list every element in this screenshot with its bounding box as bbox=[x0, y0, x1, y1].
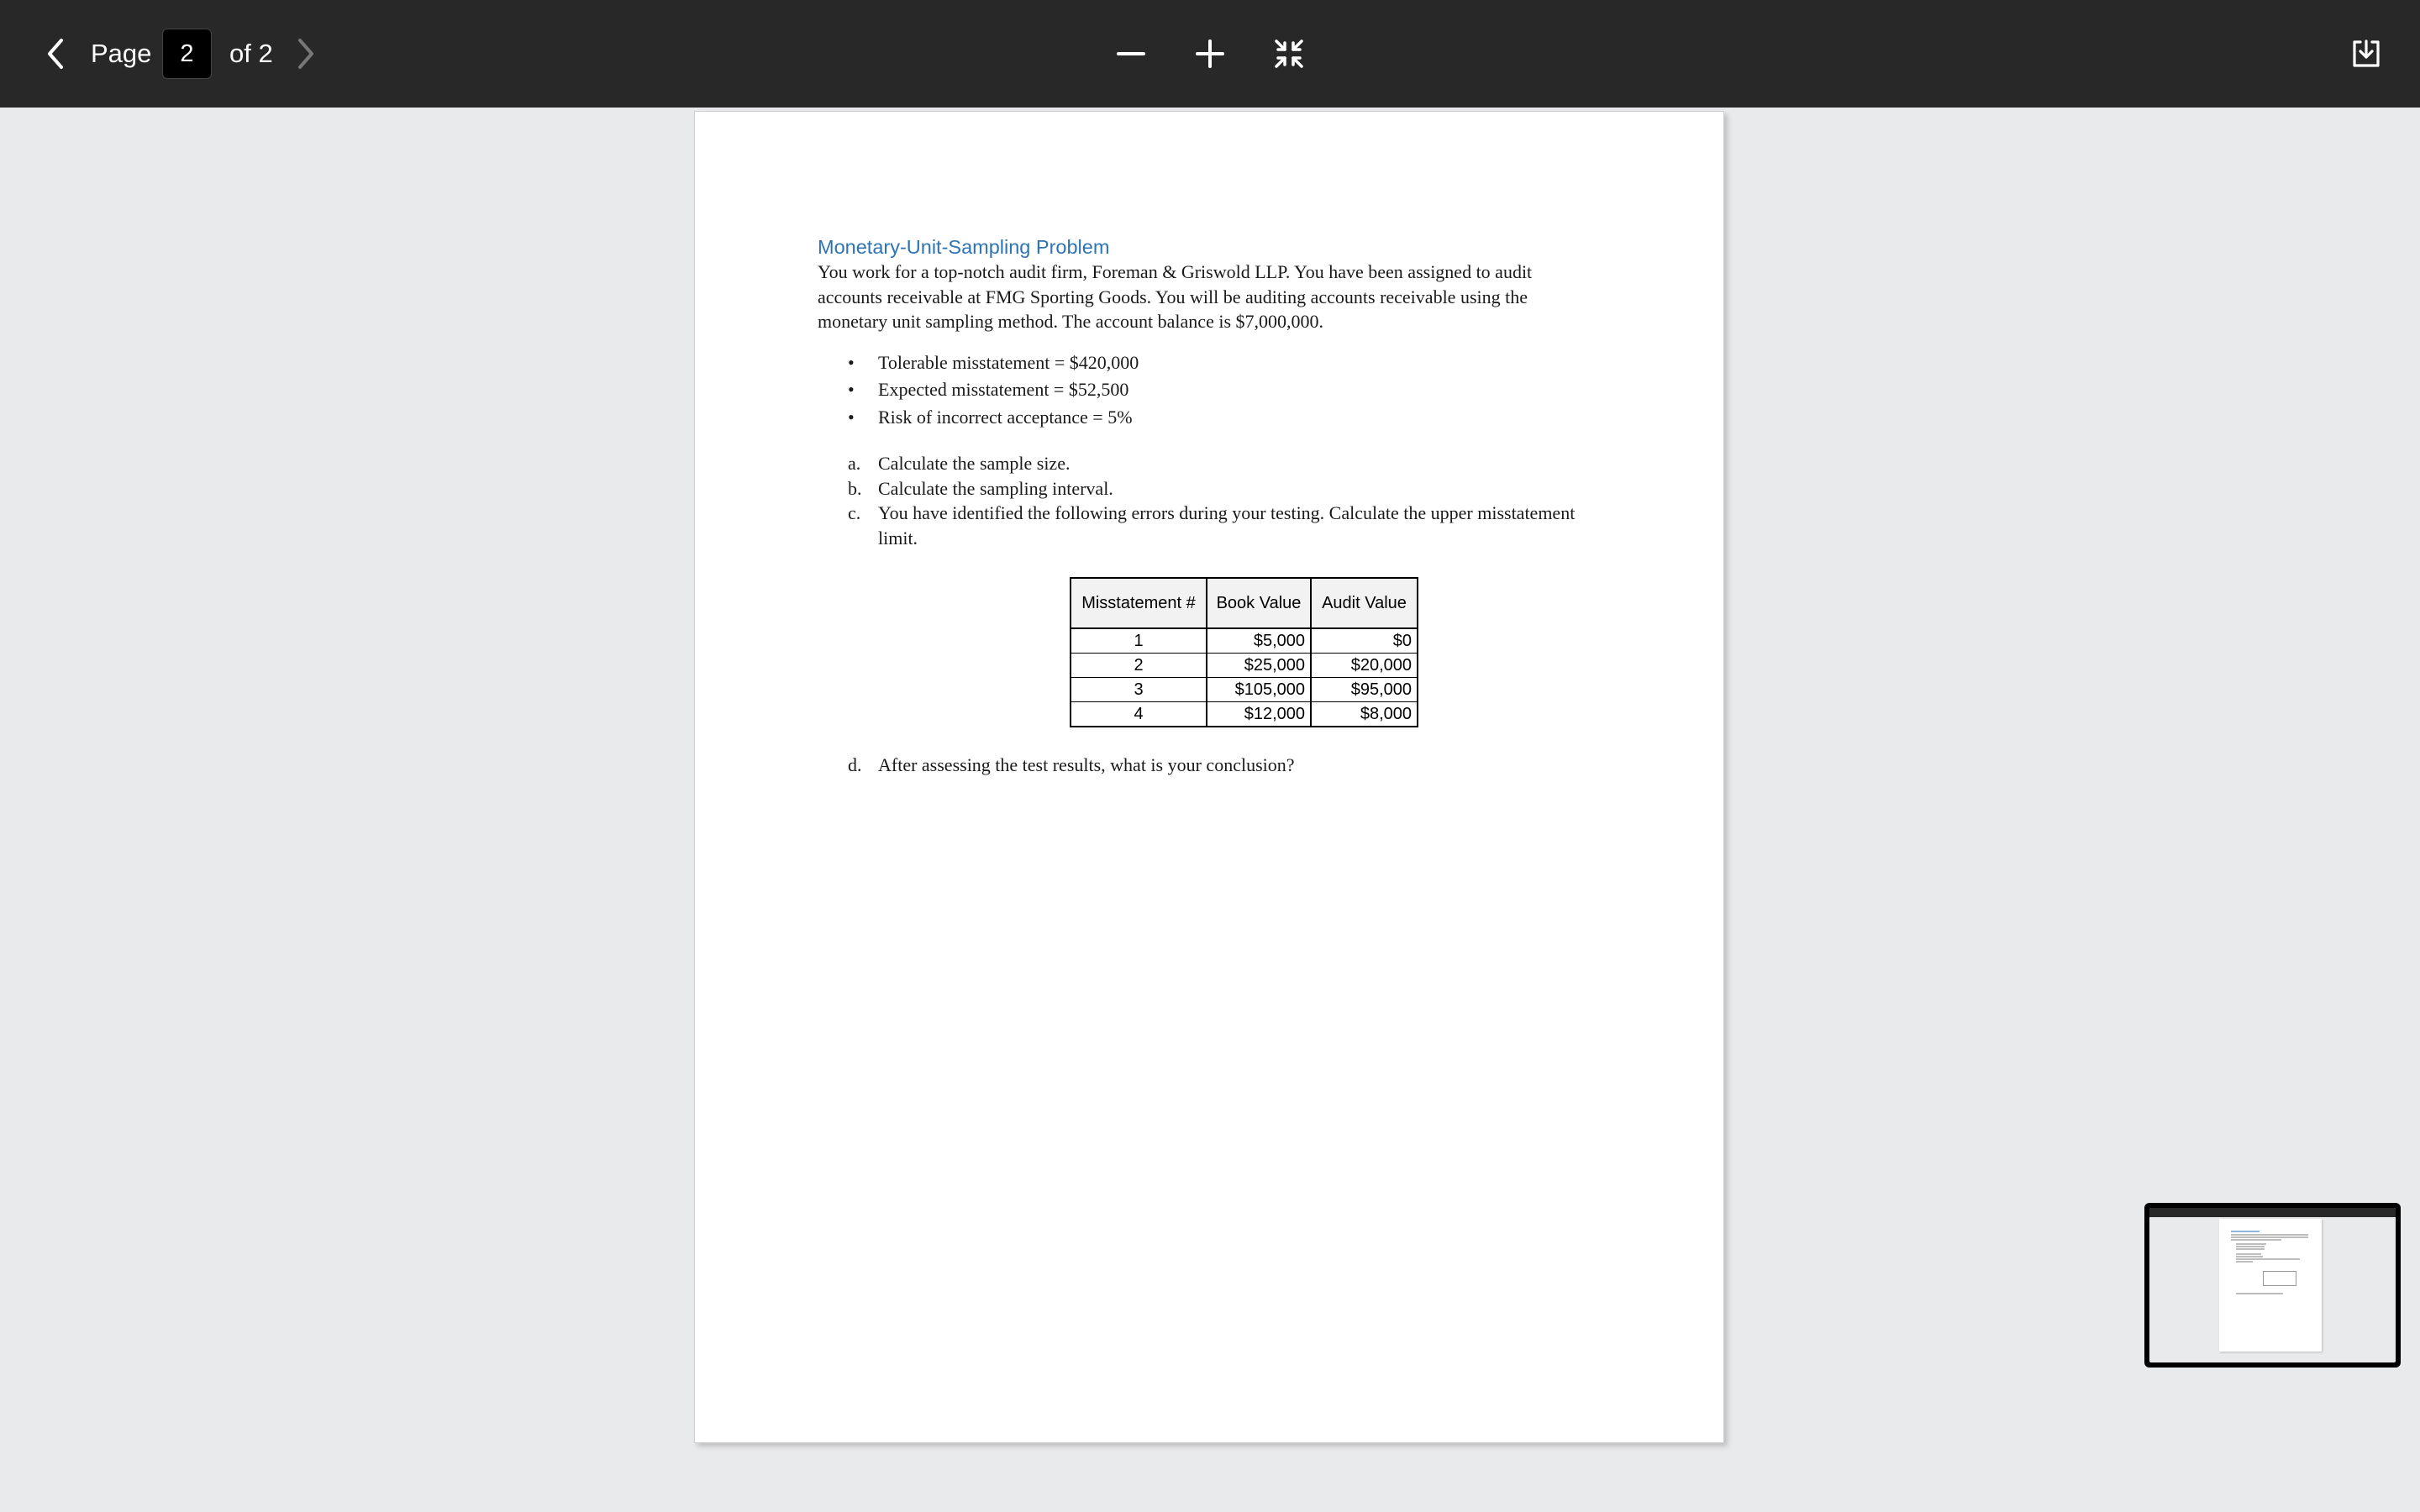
intro-paragraph: You work for a top-notch audit firm, Foreman & Griswold LLP. You have been assigned to audit accounts receivable at FMG Sporting Goods. You will be auditing accounts receivable using the monetary unit sampling method. The account balance is $7,000,000. bbox=[818, 261, 1533, 332]
list-marker: c. bbox=[848, 502, 861, 523]
minus-icon bbox=[1117, 39, 1145, 68]
thumbnail-line bbox=[2236, 1293, 2283, 1294]
thumbnail-line bbox=[2236, 1246, 2265, 1247]
thumbnail-preview bbox=[2149, 1208, 2396, 1362]
thumbnail-line bbox=[2231, 1231, 2260, 1232]
header-misstatement: Misstatement # bbox=[1071, 578, 1207, 628]
table-row bbox=[1071, 628, 1418, 654]
table-cell: $0 bbox=[1311, 628, 1418, 654]
page-number-input[interactable] bbox=[162, 29, 212, 79]
table-cell: 2 bbox=[1071, 654, 1207, 678]
table-cell: 3 bbox=[1071, 678, 1207, 702]
list-item: • Tolerable misstatement = $420,000 bbox=[818, 349, 1599, 377]
download-button[interactable] bbox=[2341, 29, 2391, 79]
task-list bbox=[818, 451, 1599, 550]
table-row bbox=[1071, 654, 1418, 678]
list-marker: b. bbox=[848, 477, 862, 499]
table-cell: 4 bbox=[1071, 702, 1207, 727]
thumbnail-line bbox=[2236, 1248, 2265, 1250]
table-cell: $12,000 bbox=[1207, 702, 1311, 727]
list-item: a. Calculate the sample size. bbox=[818, 451, 1599, 476]
parameter-list bbox=[818, 349, 1599, 432]
table-cell: $8,000 bbox=[1311, 702, 1418, 727]
thumbnail-line bbox=[2231, 1239, 2281, 1241]
table-cell: 1 bbox=[1071, 628, 1207, 654]
collapse-icon bbox=[1274, 39, 1304, 69]
chevron-left-icon bbox=[43, 37, 68, 71]
zoom-out-button[interactable] bbox=[1106, 29, 1156, 79]
thumbnail-line bbox=[2236, 1253, 2261, 1255]
thumbnail-line bbox=[2236, 1256, 2263, 1257]
thumbnail-line bbox=[2231, 1234, 2308, 1236]
header-audit-value: Audit Value bbox=[1311, 578, 1418, 628]
download-icon bbox=[2351, 39, 2381, 69]
page-label: Page bbox=[91, 39, 152, 68]
table-header-row bbox=[1071, 578, 1418, 628]
errors-table-wrapper bbox=[1070, 577, 1599, 727]
table-cell: $5,000 bbox=[1207, 628, 1311, 654]
plus-icon bbox=[1196, 39, 1224, 68]
previous-page-button[interactable] bbox=[30, 29, 81, 79]
list-item: b. Calculate the sampling interval. bbox=[818, 476, 1599, 501]
final-task-list bbox=[818, 753, 1599, 778]
bullet-icon: • bbox=[848, 379, 855, 400]
header-book-value: Book Value bbox=[1207, 578, 1311, 628]
fit-page-button[interactable] bbox=[1264, 29, 1314, 79]
thumbnail-line bbox=[2236, 1243, 2266, 1245]
table-row bbox=[1071, 678, 1418, 702]
table-cell: $20,000 bbox=[1311, 654, 1418, 678]
document-content bbox=[818, 234, 1599, 778]
thumbnail-line bbox=[2231, 1236, 2308, 1238]
thumbnail-toolbar bbox=[2149, 1208, 2396, 1217]
errors-table bbox=[1070, 577, 1418, 727]
thumbnail-line bbox=[2236, 1258, 2300, 1260]
bullet-icon: • bbox=[848, 351, 855, 373]
table-cell: $25,000 bbox=[1207, 654, 1311, 678]
thumbnail-line bbox=[2236, 1261, 2253, 1263]
viewer-toolbar bbox=[0, 0, 2420, 108]
list-item: • Risk of incorrect acceptance = 5% bbox=[818, 404, 1599, 432]
list-item: c. You have identified the following errors during your testing. Calculate the upper misstatement limit. bbox=[848, 502, 1576, 549]
document-title: Monetary-Unit-Sampling Problem bbox=[818, 236, 1110, 258]
list-item: d. After assessing the test results, what is your conclusion? bbox=[818, 753, 1599, 778]
page-total-label: of 2 bbox=[229, 39, 273, 68]
table-cell: $105,000 bbox=[1207, 678, 1311, 702]
table-cell: $95,000 bbox=[1311, 678, 1418, 702]
page-thumbnail[interactable] bbox=[2144, 1203, 2401, 1368]
next-page-button[interactable] bbox=[281, 29, 331, 79]
thumbnail-table bbox=[2263, 1271, 2296, 1286]
thumbnail-page bbox=[2219, 1219, 2322, 1352]
list-marker: a. bbox=[848, 453, 861, 474]
table-row bbox=[1071, 702, 1418, 727]
bullet-icon: • bbox=[848, 406, 855, 428]
list-item: • Expected misstatement = $52,500 bbox=[818, 376, 1599, 404]
document-page bbox=[694, 111, 1724, 1443]
list-marker: d. bbox=[848, 754, 862, 775]
chevron-right-icon bbox=[293, 37, 318, 71]
zoom-in-button[interactable] bbox=[1185, 29, 1235, 79]
